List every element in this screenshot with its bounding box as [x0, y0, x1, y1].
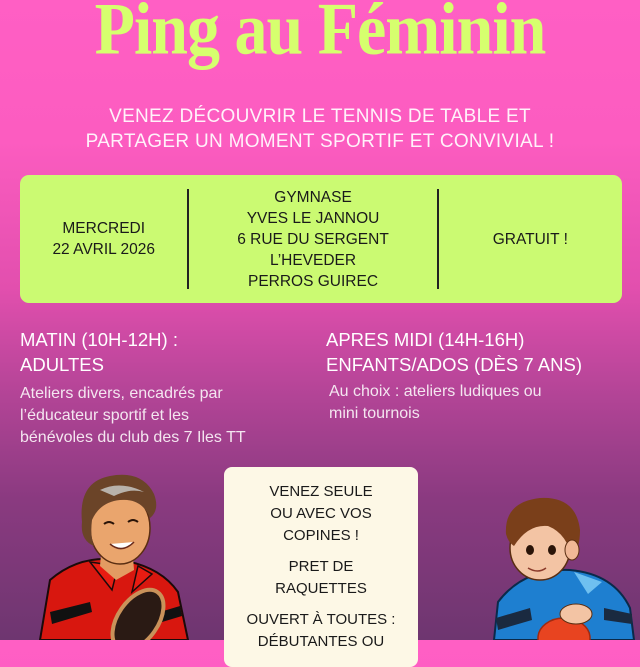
session-time: MATIN (10H-12H) : [20, 329, 178, 350]
card-line: COPINES ! [283, 527, 359, 544]
date-day: 22 AVRIL 2026 [52, 241, 155, 258]
location-line: YVES LE JANNOU [246, 209, 380, 227]
info-bar [20, 175, 622, 303]
card-paragraph [224, 609, 418, 653]
card-line: OU AVEC VOS [270, 505, 372, 522]
session-morning [20, 327, 310, 449]
woman-player-illustration [20, 462, 210, 640]
session-title [326, 327, 626, 377]
boy-player-illustration [484, 490, 640, 640]
session-audience: ENFANTS/ADOS (DÈS 7 ANS) [326, 354, 582, 375]
location-line: L’HEVEDER [269, 251, 357, 269]
card-paragraph [224, 556, 418, 600]
location-line: 6 RUE DU SERGENT [237, 230, 389, 248]
description-line: bénévoles du club des 7 Iles TT [20, 429, 246, 446]
session-description [20, 383, 310, 449]
location-line: PERROS GUIREC [247, 272, 379, 290]
description-line: mini tournois [329, 405, 420, 422]
event-date [20, 218, 187, 260]
date-weekday: MERCREDI [62, 220, 146, 237]
description-line: Au choix : ateliers ludiques ou [329, 383, 542, 400]
session-title [20, 327, 310, 377]
session-afternoon [326, 327, 626, 425]
event-location [189, 187, 436, 292]
session-audience: ADULTES [20, 354, 104, 375]
subtitle-line: VENEZ DÉCOUVRIR LE TENNIS DE TABLE ET [109, 106, 531, 127]
location-line: GYMNASE [274, 188, 352, 206]
poster-title: Ping au Féminin [94, 0, 546, 71]
card-line: VENEZ SEULE [269, 483, 373, 500]
poster-subtitle [0, 104, 640, 154]
card-paragraph [224, 481, 418, 547]
info-card [224, 467, 418, 667]
description-line: Ateliers divers, encadrés par [20, 385, 223, 402]
card-line: OUVERT À TOUTES : [246, 611, 396, 628]
card-line: DÉBUTANTES OU [257, 633, 385, 650]
subtitle-line: PARTAGER UN MOMENT SPORTIF ET CONVIVIAL ! [85, 131, 555, 152]
session-time: APRES MIDI (14H-16H) [326, 329, 525, 350]
description-line: l’éducateur sportif et les [20, 407, 189, 424]
card-line: PRET DE [288, 558, 354, 575]
session-description [329, 381, 626, 425]
event-price: GRATUIT ! [492, 230, 568, 248]
card-line: RAQUETTES [275, 580, 367, 597]
